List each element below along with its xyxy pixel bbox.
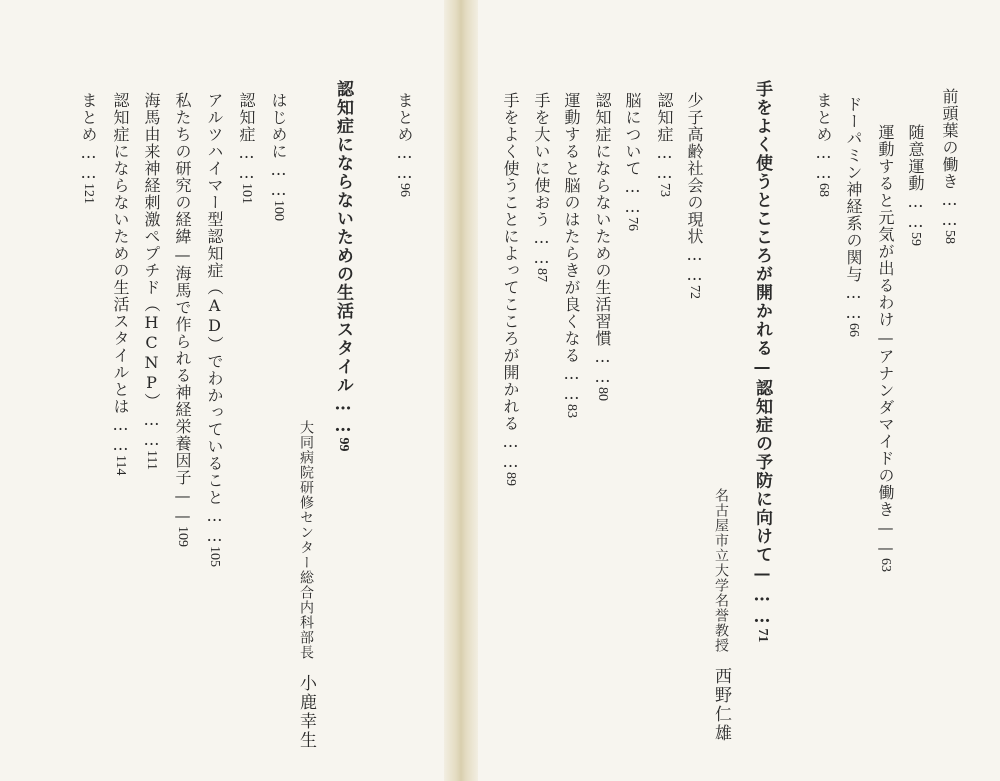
toc-title: 海馬由来神経刺激ペプチド（HCNP）……: [142, 92, 161, 450]
toc-entry: [80, 92, 96, 204]
toc-title: 運動すると脳のはたらきが良くなる……: [562, 92, 581, 404]
toc-page: 73: [657, 183, 672, 197]
toc-title: まとめ……: [814, 92, 833, 183]
chapter-author: [712, 488, 729, 743]
toc-title: 手を大いに使おう……: [532, 92, 551, 268]
toc-page: 121: [81, 183, 96, 204]
toc-page: 76: [625, 217, 640, 231]
toc-entry: [533, 92, 549, 282]
toc-page: 89: [503, 472, 518, 486]
toc-entry: [686, 92, 702, 299]
toc-page: 100: [271, 200, 286, 221]
toc-entry: [624, 92, 640, 231]
toc-page: 83: [564, 404, 579, 418]
toc-page: 105: [207, 546, 222, 567]
toc-title: 認知症……: [655, 92, 674, 183]
toc-page: 109: [175, 526, 190, 547]
toc-entry: [877, 124, 893, 572]
toc-page: 80: [595, 387, 610, 401]
toc-entry: [502, 92, 518, 486]
toc-title: 随意運動……: [906, 124, 925, 232]
chapter-page: 71: [755, 628, 770, 643]
toc-entry: [941, 88, 957, 244]
toc-title: まとめ……: [79, 92, 98, 183]
toc-entry: [174, 92, 190, 547]
toc-title: アルツハイマー型認知症（AD）でわかっていること……: [205, 92, 224, 546]
toc-entry: [815, 92, 831, 197]
toc-page: 111: [144, 450, 159, 470]
toc-title: 少子高齢社会の現状……: [685, 92, 704, 285]
toc-title: 運動すると元気が出るわけ—アナンダマイドの働き——: [876, 124, 895, 558]
toc-page: 58: [942, 230, 957, 244]
toc-entry: [112, 92, 128, 475]
toc-page: 63: [878, 558, 893, 572]
toc-page: 68: [816, 183, 831, 197]
toc-title: 認知症にならないための生活習慣……: [593, 92, 612, 387]
toc-title: まとめ……: [395, 92, 414, 183]
toc-entry: [845, 96, 861, 337]
chapter-title: 認知症にならないための生活スタイル……: [333, 80, 353, 438]
toc-entry: [656, 92, 672, 197]
book-gutter: [444, 0, 478, 781]
toc-entry: [563, 92, 579, 418]
toc-entry: [270, 92, 286, 221]
author-affiliation: 名古屋市立大学名誉教授: [713, 488, 729, 653]
toc-title: 私たちの研究の経緯—海馬で作られる神経栄養因子——: [173, 92, 192, 526]
author-name: 小鹿幸生: [296, 674, 316, 750]
toc-entry: [594, 92, 610, 401]
toc-title: 前頭葉の働き……: [940, 88, 959, 230]
author-affiliation: 大同病院研修センター総合内科部長: [298, 420, 314, 660]
toc-title: 認知症にならないための生活スタイルとは……: [111, 92, 130, 455]
toc-entry: [396, 92, 412, 197]
toc-page: 72: [687, 285, 702, 299]
chapter-author: [297, 420, 314, 750]
toc-page: 87: [534, 268, 549, 282]
author-name: 西野仁雄: [711, 667, 731, 743]
toc-entry: [143, 92, 159, 470]
toc-title: 認知症……: [237, 92, 256, 183]
toc-title: 脳について……: [623, 92, 642, 217]
toc-page: 59: [908, 232, 923, 246]
chapter-heading: [334, 80, 351, 452]
chapter-title: 手をよく使うとこころが開かれる—認知症の予防に向けて—……: [752, 80, 772, 629]
toc-title: 手をよく使うことによってこころが開かれる……: [501, 92, 520, 472]
toc-entry: [238, 92, 254, 204]
toc-page: 101: [239, 183, 254, 204]
toc-entry: [907, 124, 923, 246]
toc-page: 114: [113, 455, 128, 476]
toc-title: ドーパミン神経系の関与……: [844, 96, 863, 323]
toc-title: はじめに……: [269, 92, 288, 200]
chapter-heading: [753, 80, 770, 643]
toc-page: 96: [397, 183, 412, 197]
toc-page: 66: [846, 323, 861, 337]
chapter-page: 99: [336, 437, 351, 452]
toc-entry: [206, 92, 222, 567]
